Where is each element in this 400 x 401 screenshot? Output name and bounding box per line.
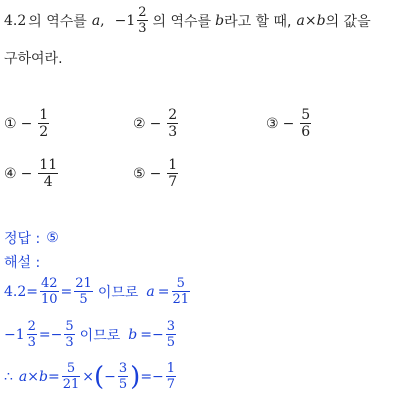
choice-sign: − — [149, 115, 162, 132]
choice-numerator: 1 — [39, 107, 49, 123]
exp3-f2-denominator: 5 — [118, 377, 128, 392]
choice-numerator: 5 — [301, 107, 311, 123]
exp2-f2-denominator: 5 — [166, 335, 175, 350]
choice-numerator: 11 — [39, 157, 58, 173]
exp1-f1-numerator: 42 — [41, 276, 58, 291]
exp2-eq1: =− — [38, 326, 63, 343]
exp3-fraction-2 — [118, 362, 128, 391]
exp3-times: × — [27, 368, 40, 385]
choice-sign: − — [282, 115, 295, 132]
explanation-label: 해설 : — [4, 255, 41, 271]
exp1-var: a — [146, 283, 155, 300]
choice-denominator: 3 — [168, 124, 178, 140]
exp3-eq1: = — [47, 368, 60, 385]
choice-fraction — [300, 108, 311, 139]
therefore-symbol: ∴ — [4, 368, 13, 385]
answer-line — [4, 228, 59, 248]
question-line-1 — [4, 6, 371, 35]
exp1-f2-numerator: 21 — [75, 276, 92, 291]
exp2-mixed-numerator: 2 — [27, 319, 36, 334]
question-var-a: a — [91, 12, 101, 29]
exp2-mixed-fraction — [27, 320, 37, 349]
choice-sign: − — [20, 165, 33, 182]
explanation-line-2 — [4, 320, 178, 349]
exp1-fraction-2 — [74, 277, 93, 306]
choice-marker: ① — [4, 115, 17, 132]
question-comma: , — [100, 12, 105, 29]
choice-2[interactable] — [133, 108, 180, 139]
exp3-left-paren: ( — [94, 361, 105, 392]
choice-denominator: 2 — [39, 124, 49, 140]
exp1-fraction-3 — [172, 277, 191, 306]
exp2-fraction-1 — [64, 320, 74, 349]
exp3-eq2: =− — [140, 368, 164, 385]
exp3-times-2: × — [82, 368, 94, 385]
question-var-b: b — [215, 12, 225, 29]
exp3-f1-numerator: 5 — [66, 361, 76, 376]
question-mixed-fraction — [137, 6, 147, 35]
answer-value: ⑤ — [46, 230, 59, 246]
question-decimal: 4.2 — [4, 12, 27, 29]
exp3-var-b: b — [39, 368, 48, 385]
exp2-f2-numerator: 3 — [166, 319, 175, 334]
choice-marker: ③ — [266, 115, 279, 132]
exp2-f1-numerator: 5 — [65, 319, 74, 334]
exp3-f1-denominator: 21 — [62, 377, 80, 392]
exp2-var: b — [128, 326, 138, 343]
exp3-f3-numerator: 1 — [166, 361, 176, 376]
choice-5[interactable] — [133, 158, 180, 189]
exp1-f3-numerator: 5 — [176, 276, 185, 291]
question-mixed-denominator: 3 — [138, 21, 147, 36]
choice-fraction — [167, 108, 178, 139]
question-expr-b: b — [316, 12, 326, 29]
exp3-fraction-1 — [62, 362, 81, 391]
choice-numerator: 1 — [168, 157, 178, 173]
choice-marker: ② — [133, 115, 146, 132]
question-times: × — [304, 12, 317, 29]
exp3-f3-denominator: 7 — [166, 377, 176, 392]
choice-sign: − — [20, 115, 33, 132]
choice-4[interactable] — [4, 158, 60, 189]
question-line-2: 구하여라. — [4, 51, 63, 67]
question-mixed-whole: −1 — [114, 12, 136, 29]
explanation-line-3 — [4, 362, 178, 391]
choice-denominator: 4 — [43, 174, 53, 190]
exp1-fraction-1 — [40, 277, 59, 306]
explanation-line-1 — [4, 277, 192, 306]
choice-fraction — [38, 158, 58, 189]
exp2-whole: −1 — [4, 326, 25, 343]
question-expr-a: a — [296, 12, 305, 29]
exp1-text: 이므로 — [97, 284, 139, 301]
exp2-mixed-denominator: 3 — [27, 335, 36, 350]
exp3-right-paren: ) — [130, 361, 141, 392]
exp1-eq1: = — [26, 283, 38, 300]
question-text-a: 의 역수를 — [28, 13, 87, 30]
exp2-fraction-2 — [166, 320, 176, 349]
question-text-d: 의 값을 — [325, 13, 371, 30]
exp1-lhs: 4.2 — [4, 283, 27, 300]
choice-marker: ④ — [4, 165, 17, 182]
choice-3[interactable] — [266, 108, 313, 139]
answer-label: 정답 : — [4, 231, 41, 247]
exp1-eq2: = — [60, 283, 73, 300]
question-text-b: 의 역수를 — [152, 13, 212, 30]
choice-1[interactable] — [4, 108, 51, 139]
question-mixed-numerator: 2 — [138, 5, 147, 20]
choice-denominator: 6 — [301, 124, 311, 140]
exp2-eq2: =− — [140, 326, 164, 343]
exp1-f2-denominator: 5 — [79, 292, 88, 307]
choice-marker: ⑤ — [133, 165, 146, 182]
exp2-text: 이므로 — [79, 327, 121, 344]
exp1-f1-denominator: 10 — [41, 292, 58, 307]
choice-sign: − — [149, 165, 162, 182]
exp1-f3-denominator: 21 — [172, 292, 190, 307]
exp1-eq3: = — [157, 283, 170, 300]
exp3-f2-numerator: 3 — [118, 361, 128, 376]
choice-fraction — [38, 108, 49, 139]
choice-denominator: 7 — [168, 174, 178, 190]
exp3-fraction-3 — [166, 362, 176, 391]
question-text-c: 라고 할 때, — [224, 13, 292, 30]
exp2-f1-denominator: 3 — [65, 335, 74, 350]
choice-numerator: 2 — [168, 107, 178, 123]
exp3-var-a: a — [18, 368, 28, 385]
choice-fraction — [167, 158, 178, 189]
exp3-neg: − — [104, 368, 116, 385]
